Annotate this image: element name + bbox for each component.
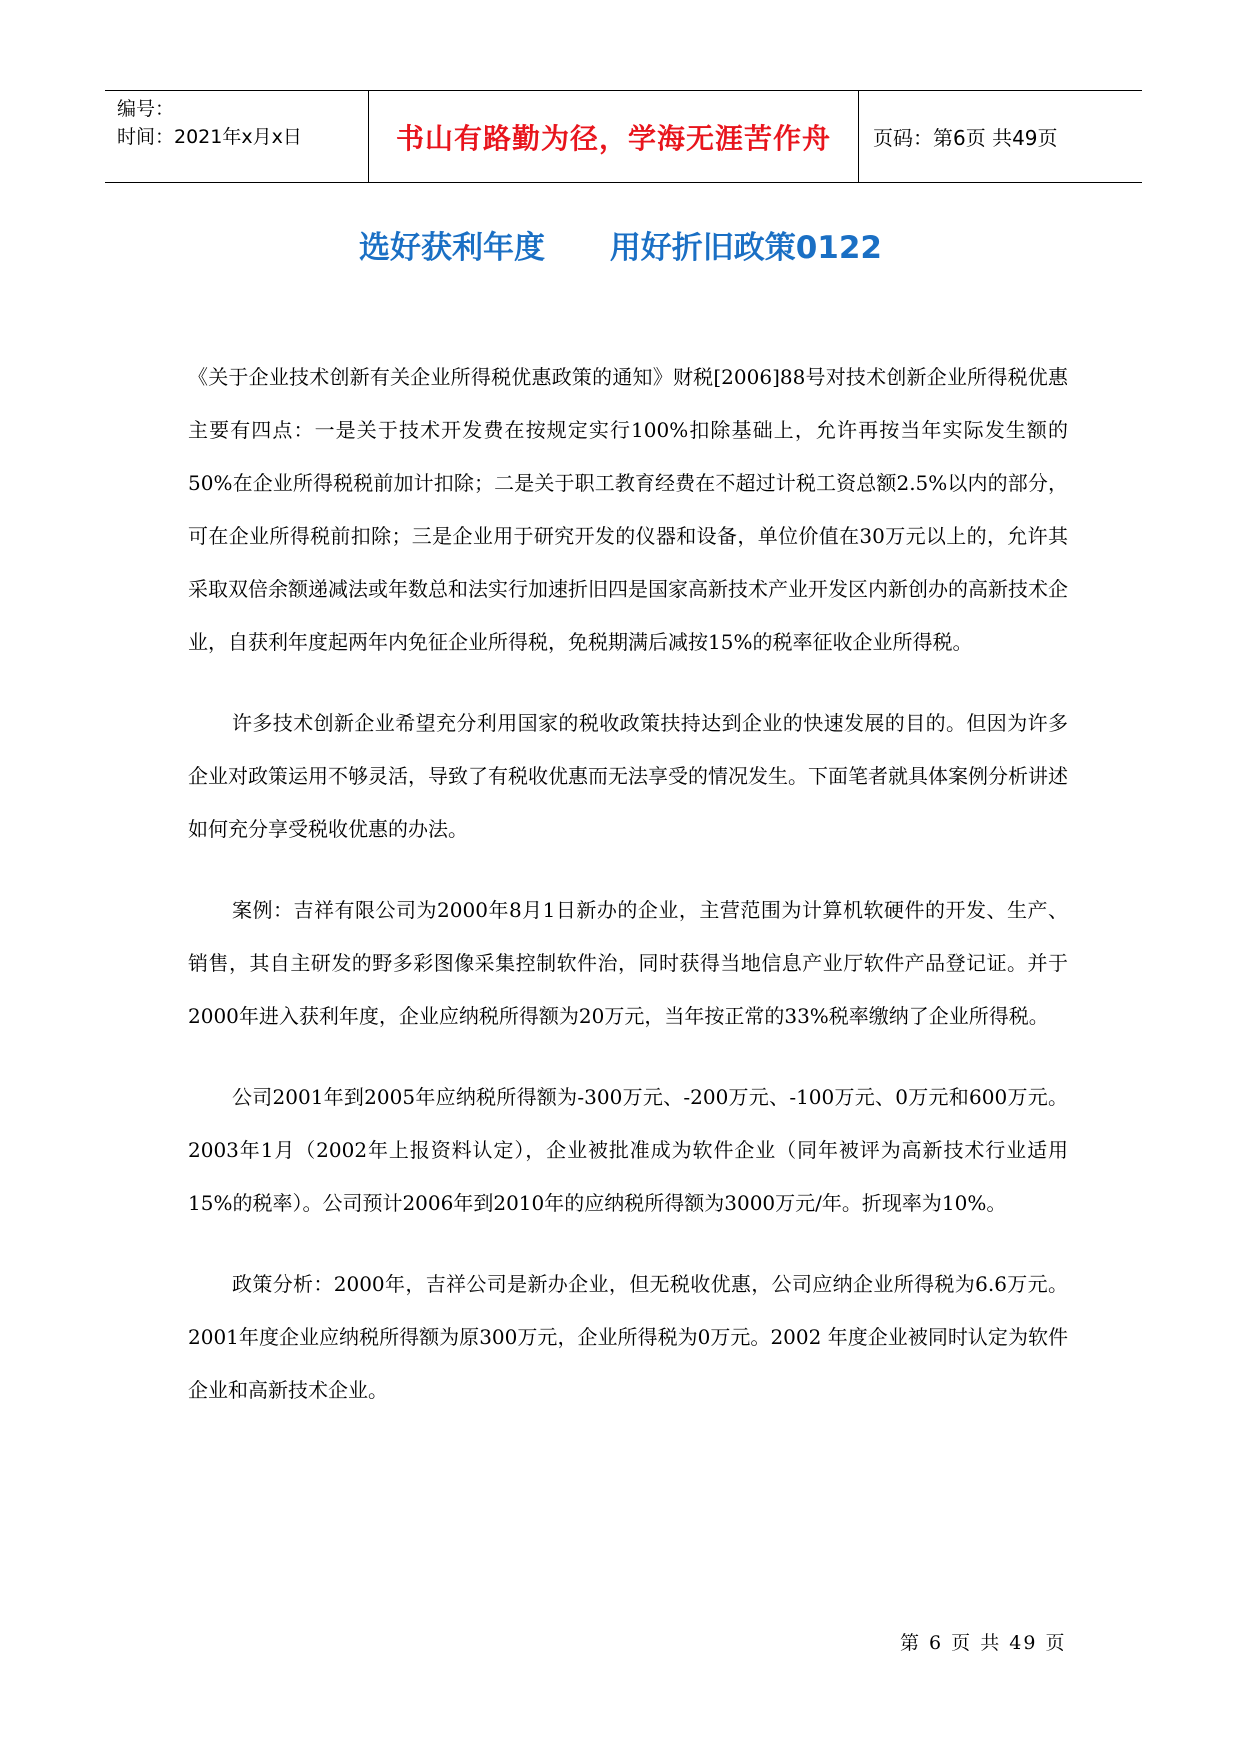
paragraph-analysis: 政策分析：2000年，吉祥公司是新办企业，但无税收优惠，公司应纳企业所得税为6.6万元。2001年度企业应纳税所得额为原300万元，企业所得税为0万元。2002 年度企业被同时认定为软件企业和高新技术企业。 [188, 1272, 1068, 1402]
header-page-cell [859, 91, 1142, 182]
paragraph-income: 公司2001年到2005年应纳税所得额为-300万元、-200万元、-100万元、0万元和600万元。2003年1月（2002年上报资料认定），企业被批准成为软件企业（同年被评为高新技术行业适用15%的税率）。公司预计2006年到2010年的应纳税所得额为3000万元/年。折现率为10%。 [188, 1085, 1068, 1215]
document-body [188, 351, 1068, 1445]
motto-text: 书山有路勤为径，学海无涯苦作舟 [395, 121, 831, 155]
document-title: 选好获利年度 用好折旧政策0122 [358, 230, 883, 266]
document-time-label: 时间：2021年x月x日 [117, 126, 302, 148]
page-footer: 第 6 页 共 49 页 [900, 1632, 1067, 1654]
paragraph-policy: 《关于企业技术创新有关企业所得税优惠政策的通知》财税[2006]88号对技术创新企业所得税优惠主要有四点：一是关于技术开发费在按规定实行100%扣除基础上，允许再按当年实际发生额的50%在企业所得税税前加计扣除；二是关于职工教育经费在不超过计税工资总额2.5%以内的部分，可在企业所得税前扣除；三是企业用于研究开发的仪器和设备，单位价值在30万元以上的，允许其采取双倍余额递减法或年数总和法实行加速折旧四是国家高新技术产业开发区内新创办的高新技术企业，自获利年度起两年内免征企业所得税，免税期满后减按15%的税率征收企业所得税。 [188, 365, 1068, 654]
paragraph-case: 案例：吉祥有限公司为2000年8月1日新办的企业，主营范围为计算机软硬件的开发、生产、销售，其自主研发的野多彩图像采集控制软件治，同时获得当地信息产业厅软件产品登记证。并于2000年进入获利年度，企业应纳税所得额为20万元，当年按正常的33%税率缴纳了企业所得税。 [188, 898, 1068, 1028]
header-info-cell [105, 91, 369, 182]
document-number-label: 编号： [117, 98, 175, 120]
paragraph-intro: 许多技术创新企业希望充分利用国家的税收政策扶持达到企业的快速发展的目的。但因为许多企业对政策运用不够灵活，导致了有税收优惠而无法享受的情况发生。下面笔者就具体案例分析讲述如何充分享受税收优惠的办法。 [188, 711, 1068, 841]
header-motto-cell [369, 91, 859, 182]
header-table [105, 90, 1142, 183]
page-number-label: 页码：第6页 共49页 [873, 126, 1058, 150]
